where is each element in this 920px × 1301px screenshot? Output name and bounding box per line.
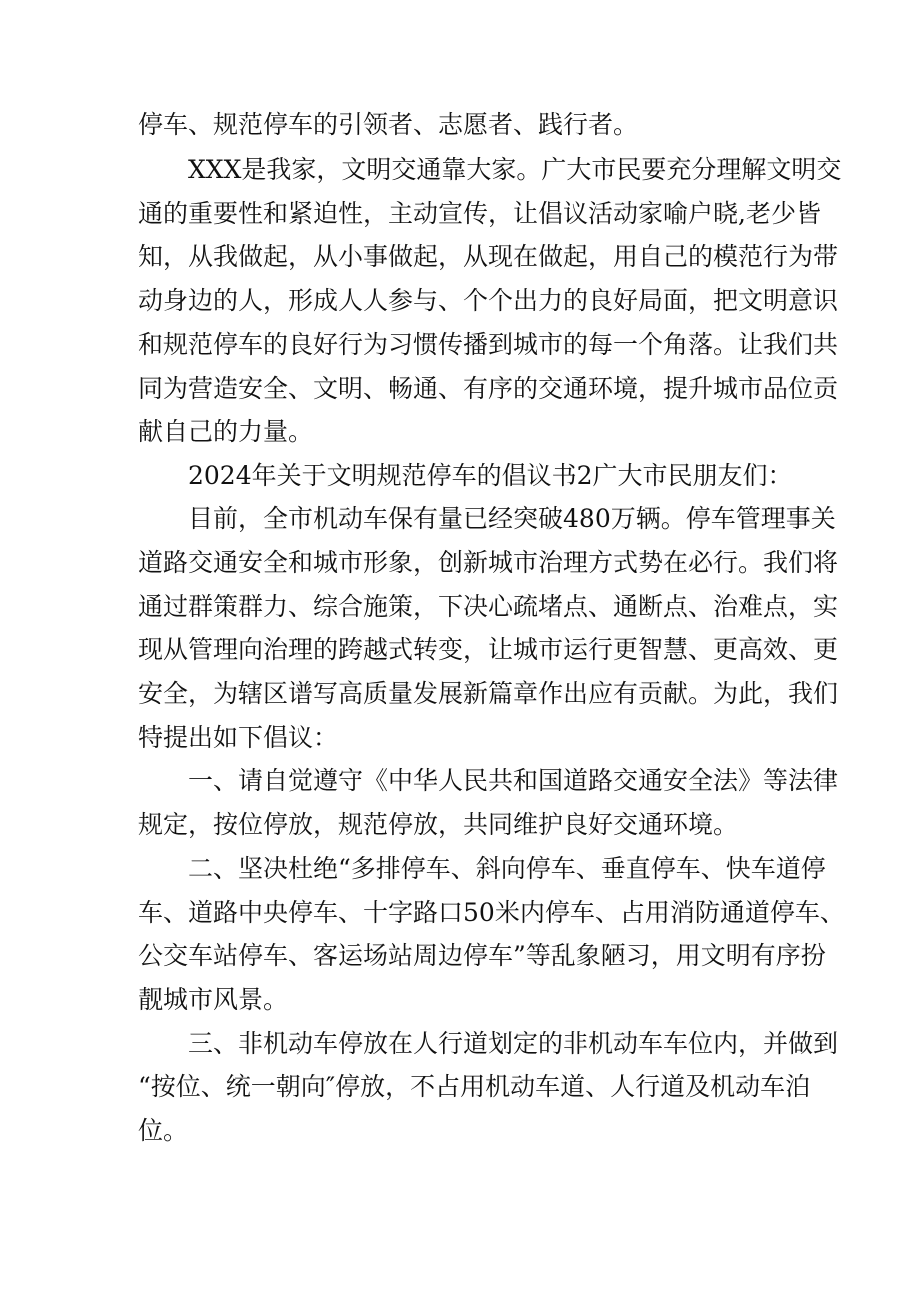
text-line: “按位、统一朝向″停放，不占用机动车道、人行道及机动车泊 [138,1072,811,1101]
text-line: 位。 [138,1116,189,1145]
text-line: 特提出如下倡议： [138,723,339,752]
text-line: 和规范停车的良好行为习惯传播到城市的每一个角落。让我们共 [138,330,839,359]
paragraph-first-line: 目前，全市机动车保有量已经突破480万辆。停车管理事关 [188,504,836,533]
text-line: 动身边的人，形成人人参与、个个出力的良好局面，把文明意识 [138,286,839,315]
paragraph-first-line: XXX是我家，文明交通靠大家。广大市民要充分理解文明交 [188,155,842,184]
text-line: 车、道路中央停车、十字路口50米内停车、占用消防通道停车、 [138,898,845,927]
section-heading: 2024年关于文明规范停车的倡议书2广大市民朋友们： [188,461,793,490]
text-line: 现从管理向治理的跨越式转变，让城市运行更智慧、更高效、更 [138,635,839,664]
paragraph-first-line: 三、非机动车停放在人行道划定的非机动车车位内，并做到 [188,1029,839,1058]
text-line: 停车、规范停车的引领者、志愿者、践行者。 [138,110,639,139]
text-line: 献自己的力量。 [138,417,314,446]
text-line: 同为营造安全、文明、畅通、有序的交通环境，提升城市品位贡 [138,374,839,403]
text-line: 通的重要性和紧迫性，主动宣传，让倡议活动家喻户晓,老少皆 [138,199,821,228]
text-line: 知，从我做起，从小事做起，从现在做起，用自己的模范行为带 [138,242,839,271]
paragraph-first-line: 一、请自觉遵守《中华人民共和国道路交通安全法》等法律 [188,766,839,795]
text-line: 通过群策群力、综合施策，下决心疏堵点、通断点、治难点，实 [138,592,839,621]
text-line: 安全，为辖区谱写高质量发展新篇章作出应有贡献。为此，我们 [138,679,839,708]
paragraph-first-line: 二、坚决杜绝“多排停车、斜向停车、垂直停车、快车道停 [188,854,826,883]
text-line: 道路交通安全和城市形象，创新城市治理方式势在必行。我们将 [138,548,839,577]
text-line: 公交车站停车、客运场站周边停车”等乱象陋习，用文明有序扮 [138,941,826,970]
text-line: 规定，按位停放，规范停放，共同维护良好交通环境。 [138,810,739,839]
text-line: 靓城市风景。 [138,985,289,1014]
